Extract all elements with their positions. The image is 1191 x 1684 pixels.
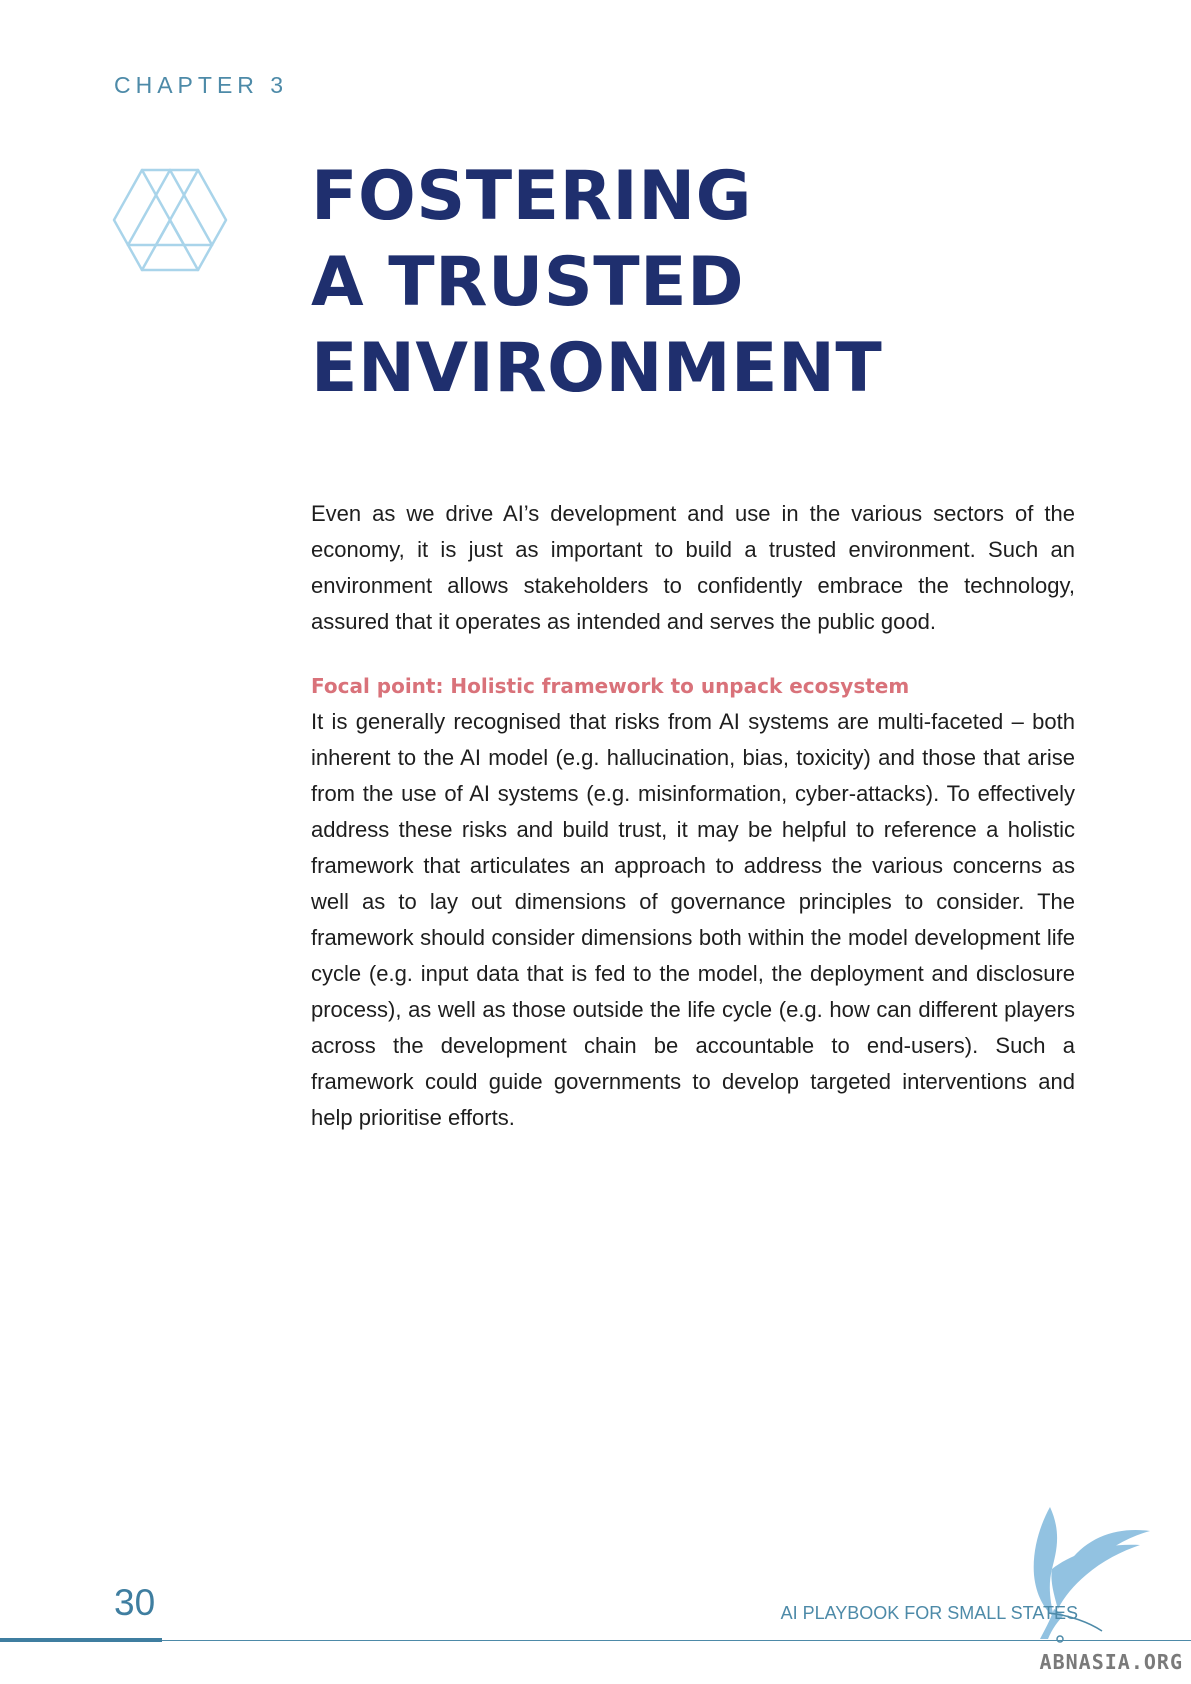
title-line-2: A TRUSTED [311, 243, 745, 322]
footer-divider-accent [0, 1638, 162, 1642]
watermark: ABNASIA.ORG [1039, 1650, 1183, 1674]
footer-divider [0, 1640, 1191, 1641]
publication-title: AI PLAYBOOK FOR SMALL STATES [780, 1603, 1078, 1623]
hexagon-lattice-icon [112, 168, 228, 272]
focal-point-paragraph: It is generally recognised that risks from AI systems are multi-faceted – both inherent to the AI model (e.g. hallucination, bias, toxicity) and those that arise from the use of AI systems (e.g. misinformation, cyber-attacks). To effectively address these risks and build trust, it may be helpful to reference a holistic framework that articulates an approach to address the various concerns as well as to lay out dimensions of governance principles to consider. The framework should consider dimensions both within the model development life cycle (e.g. input data that is fed to the model, the deployment and disclosure process), as well as those outside the life cycle (e.g. how can different players across the development chain be accountable to end-users). Such a framework could guide governments to develop targeted interventions and help prioritise efforts. [311, 709, 1075, 1130]
title-line-3: ENVIRONMENT [311, 329, 883, 408]
chapter-title [311, 154, 882, 412]
intro-paragraph: Even as we drive AI’s development and use in the various sectors of the economy, it is just as important to build a trusted environment. Such an environment allows stakeholders to confidently embrace the technology, assured that it operates as intended and serves the public good. [311, 501, 1075, 634]
title-line-1: FOSTERING [311, 157, 752, 236]
bird-logo [1010, 1505, 1160, 1645]
chapter-label: CHAPTER 3 [114, 72, 289, 98]
focal-point-heading: Focal point: Holistic framework to unpack ecosystem [311, 674, 910, 698]
page-number: 30 [114, 1582, 156, 1623]
